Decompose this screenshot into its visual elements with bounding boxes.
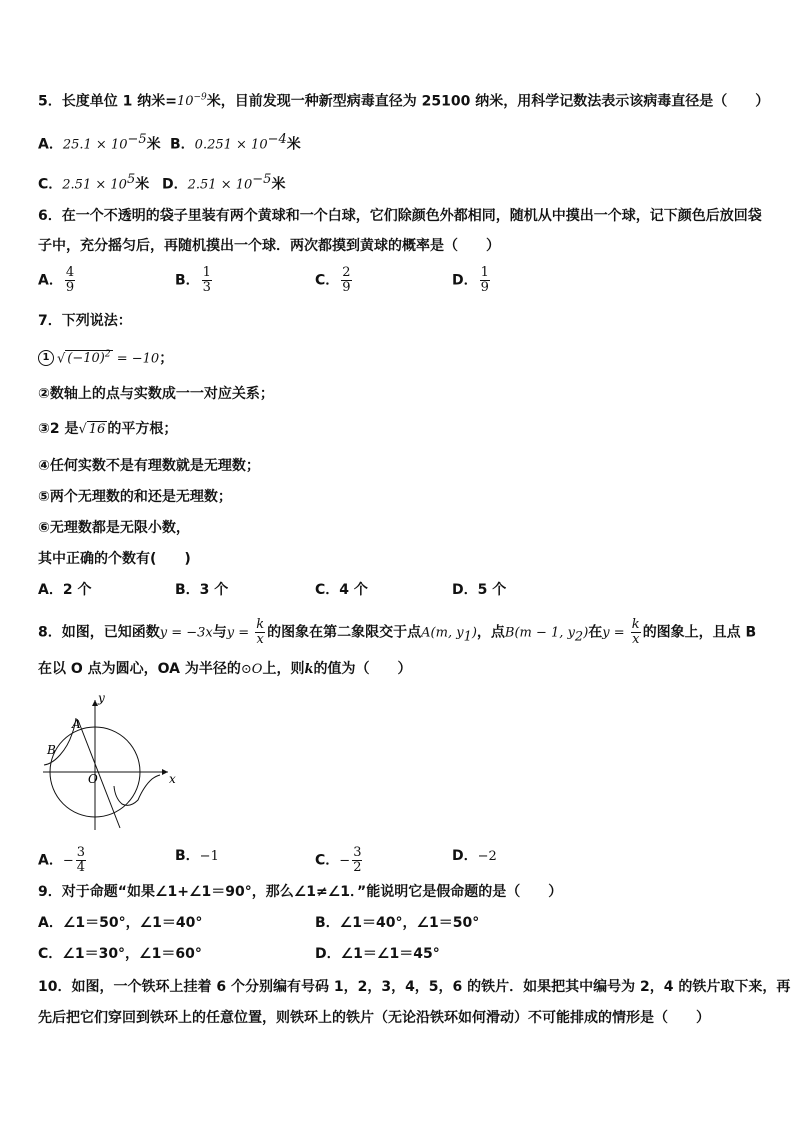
q6-stem-line1: 6．在一个不透明的袋子里装有两个黄球和一个白球，它们除颜色外都相同，随机从中摸出一个球，记下颜色后放回袋: [38, 208, 762, 224]
q9-option-a[interactable]: A．∠1＝50°，∠1＝40°: [38, 915, 203, 931]
q8-label-O: O: [88, 772, 98, 786]
q5-stem-text-2: 米，目前发现一种新型病毒直径为 25100 纳米，用科学记数法表示该病毒直径是（ ）: [206, 93, 770, 110]
q7-statement-4: ④任何实数不是有理数就是无理数；: [38, 458, 260, 474]
q7-ask: 其中正确的个数有( ): [38, 551, 191, 567]
q6-option-a[interactable]: A． $\frac{4}{9}$: [38, 265, 75, 295]
q8-option-c[interactable]: C．− $\frac{3}{2}$: [315, 845, 362, 875]
q8-option-d[interactable]: D．−2: [452, 848, 497, 864]
q7-statement-5: ⑤两个无理数的和还是无理数；: [38, 489, 232, 505]
q6-option-b[interactable]: B． $\frac{1}{3}$: [175, 265, 211, 295]
q5-option-b[interactable]: B．$0.251 \times 10^{-4}$米: [170, 132, 301, 153]
q5-option-c[interactable]: C．$2.51 \times 10^5$米: [38, 172, 150, 193]
q6-option-d[interactable]: D． $\frac{1}{9}$: [452, 265, 489, 295]
q5-option-a[interactable]: A．$25.1 \times 10^{-5}$米: [38, 132, 161, 153]
q8-label-A: A: [72, 717, 81, 731]
q7-option-b[interactable]: B．3 个: [175, 582, 229, 598]
q7-option-c[interactable]: C．4 个: [315, 582, 368, 598]
q10-stem-line2: 先后把它们穿回到铁环上的任意位置，则铁环上的铁片（无论沿铁环如何滑动）不可能排成的情形是（ ）: [38, 1010, 710, 1026]
q8-x-axis-arrow: [162, 769, 168, 775]
q8-line-y-neg3x: [78, 720, 120, 828]
q8-figure: [38, 690, 188, 835]
q5-option-d[interactable]: D．$2.51 \times 10^{-5}$米: [162, 172, 286, 193]
q7-statement-2: ②数轴上的点与实数成一一对应关系；: [38, 386, 274, 402]
q6-stem-line2: 子中，充分摇匀后，再随机摸出一个球．两次都摸到黄球的概率是（ ）: [38, 238, 500, 254]
q9-option-b[interactable]: B．∠1＝40°，∠1＝50°: [315, 915, 480, 931]
q8-hyperbola-right: [114, 775, 160, 805]
q7-option-a[interactable]: A．2 个: [38, 582, 92, 598]
q5-stem: [38, 88, 769, 112]
q7-statement-6: ⑥无理数都是无限小数，: [38, 520, 190, 536]
q9-stem: 9．对于命题“如果∠1+∠1＝90°，那么∠1≠∠1．”能说明它是假命题的是（ ）: [38, 884, 563, 900]
q7-statement-1: 1 √ $(-10)^2 = -10$；: [38, 345, 173, 369]
q8-label-x: x: [169, 772, 176, 786]
q10-stem-line1: 10．如图，一个铁环上挂着 6 个分别编有号码 1，2，3，4，5，6 的铁片．如果把其中编号为 2，4 的铁片取下来，再: [38, 979, 791, 995]
q8-option-b[interactable]: B．−1: [175, 848, 219, 864]
q7-option-d[interactable]: D．5 个: [452, 582, 507, 598]
q9-option-d[interactable]: D．∠1＝∠1＝45°: [315, 946, 440, 962]
q6-option-c[interactable]: C． $\frac{2}{9}$: [315, 265, 351, 295]
q7-stem: 7．下列说法：: [38, 313, 132, 329]
q8-stem-line1: 8．如图，已知函数y = −3x与y = $\frac{k}{x}$ 的图象在第二象限交于点A(m, $y_1$)，点B(m − 1, $y_2$)在y = $\frac{k}{x}$ 的图象上，且点 B: [38, 617, 757, 647]
q8-label-B: B: [47, 743, 56, 757]
q8-option-a[interactable]: A．− $\frac{3}{4}$: [38, 845, 86, 875]
q7-statement-3: ③2 是√ 16 的平方根；: [38, 421, 178, 437]
q8-label-y: y: [98, 691, 105, 705]
q5-stem-math: $10^{-9}$: [176, 93, 207, 110]
q9-option-c[interactable]: C．∠1＝30°，∠1＝60°: [38, 946, 202, 962]
q5-stem-text: 5．长度单位 1 纳米=: [38, 93, 177, 110]
q8-stem-line2: 在以 O 点为圆心，OA 为半径的⊙O上，则k的值为（ ）: [38, 661, 412, 677]
